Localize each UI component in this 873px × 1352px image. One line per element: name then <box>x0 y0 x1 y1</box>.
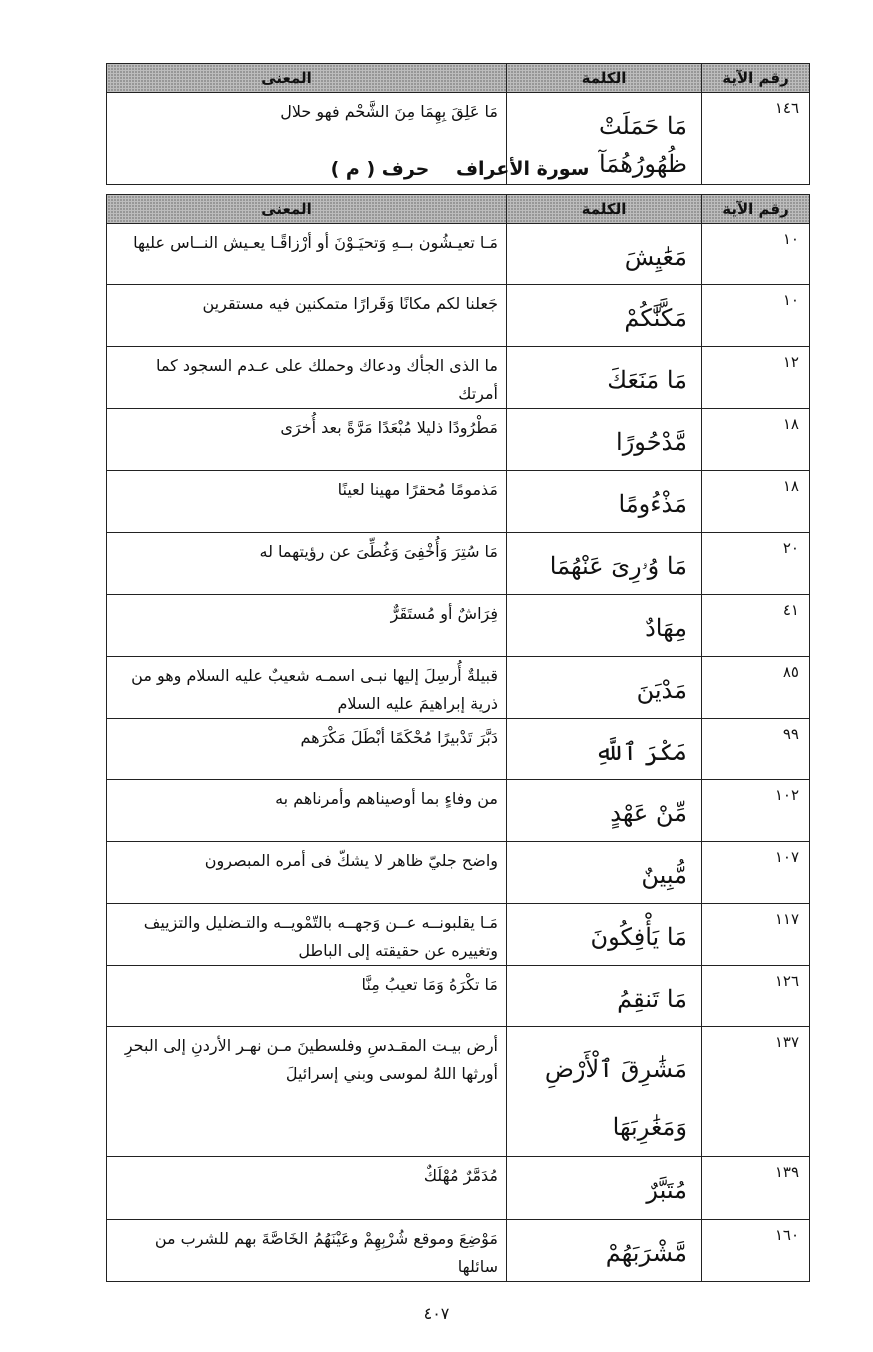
header-num: رقم الآية <box>702 195 810 224</box>
word: مَا يَأْفِكُونَ <box>590 923 687 951</box>
word: مُّبِينٌ <box>641 861 687 889</box>
meaning: مَطْرُودًا ذليلا مُبْعَدًا مَرَّةً بعد أُخرَى <box>280 418 498 437</box>
word: مَا تَنقِمُ <box>617 985 687 1013</box>
word: مَشَٰرِقَ ٱلْأَرْضِ وَمَغَٰرِبَهَا <box>544 1055 687 1141</box>
page-number: ٤٠٧ <box>423 1304 450 1323</box>
meaning: فِرَاشٌ أو مُستَقَرٌّ <box>390 604 498 623</box>
meaning: جَعلنا لكم مكانًا وَقَرارًا متمكنين فيه مستقرين <box>202 294 498 313</box>
meaning: مَذمومًا مُحقرًا مهينا لعينًا <box>337 480 498 499</box>
word: مَعَٰيِشَ <box>624 243 687 271</box>
table-row <box>107 657 810 719</box>
ayah-number: ١٦٠ <box>774 1226 799 1245</box>
table-row <box>107 409 810 471</box>
word: مَّدْحُورًا <box>616 428 687 456</box>
ayah-number: ١٢ <box>782 353 799 371</box>
table-row <box>107 904 810 966</box>
meaning: مَا تكْرَهُ وَمَا تعيبُ مِنَّا <box>361 975 498 994</box>
meaning: مَا سُتِرَ وَأُخْفِىَ وَغُطِّىَ عن رؤيتهما له <box>259 542 498 561</box>
table-row <box>107 533 810 595</box>
ayah-number: ٢٠ <box>782 539 799 557</box>
meaning: ما الذى الجأك ودعاك وحملك على عـدم السجود كما أمرتك <box>156 356 498 403</box>
table-row <box>107 285 810 347</box>
word: مَا وُۥرِىَ عَنْهُمَا <box>549 552 687 580</box>
ayah-number: ١٣٩ <box>774 1163 799 1182</box>
main-table <box>106 194 810 1282</box>
ayah-number: ١٣٧ <box>774 1033 799 1051</box>
table-row <box>107 1220 810 1282</box>
meaning: مَـا يقلبونــه عــن وَجهــه بالتّمْويــه والتـضليل والتزييف وتغييره عن حقيقته إلى الباطل <box>143 913 498 960</box>
ayah-number: ١٠ <box>782 230 799 248</box>
word: مَكْرَ ٱللَّهِ <box>594 738 687 766</box>
word: مَا مَنَعَكَ <box>607 366 687 394</box>
ayah-number: ١٠٧ <box>774 848 799 866</box>
ayah-number: ١٨ <box>782 415 799 433</box>
table-row <box>107 1157 810 1220</box>
meaning: من وفاءٍ بما أوصيناهم وأمرناهم به <box>275 789 498 808</box>
surah-heading <box>300 158 620 180</box>
ayah-number: ١٨ <box>782 477 799 495</box>
ayah-number: ١٠٢ <box>774 786 799 804</box>
meaning: أرض بيـت المقـدسِ وفلسطينَ مـن نهـر الأردنِ إلى البحرِ أورثها اللهُ لموسى وبني إسرائيلَ <box>124 1036 498 1083</box>
table-row <box>107 780 810 842</box>
word: مُتَبَّرٌ <box>646 1176 687 1205</box>
header-word: الكلمة <box>507 64 702 93</box>
header-word: الكلمة <box>507 195 702 224</box>
meaning: قبيلةٌ أُرسِلَ إليها نبـى اسمـه شعيبٌ عليه السلام وهو من ذرية إبراهيمَ عليه السلام <box>131 666 498 713</box>
word: مَا حَمَلَتْ ظُهُورُهُمَآ <box>598 112 687 179</box>
surah-name: سورة الأعراف <box>455 158 590 180</box>
ayah-number: ٤١ <box>782 601 799 619</box>
meaning: مَوْضِعَ وموقع شُرْبِهِمْ وعَيْنَهُمُ الخَاصَّةَ بهم للشرب من سائلها <box>154 1229 498 1277</box>
word: مَدْيَنَ <box>636 676 687 704</box>
meaning: واضح جليّ ظاهر لا يشكّ فى أمره المبصرون <box>204 851 498 870</box>
table-row <box>107 471 810 533</box>
table-row <box>107 224 810 285</box>
table-row <box>107 1027 810 1157</box>
header-row <box>107 195 810 224</box>
table-row <box>107 719 810 780</box>
ayah-number: ١١٧ <box>774 910 799 928</box>
header-row <box>107 64 810 93</box>
table-row <box>107 842 810 904</box>
header-num: رقم الآية <box>702 64 810 93</box>
ayah-number: ١٤٦ <box>774 99 799 117</box>
word: مَكَّنَّٰكُمْ <box>624 304 687 332</box>
table-row <box>107 966 810 1027</box>
ayah-number: ١٢٦ <box>774 972 799 990</box>
meaning: دَبَّرَ تَدْبيرًا مُحْكَمًا أبْطَلَ مَكْرَهم <box>300 728 498 747</box>
table-row <box>107 595 810 657</box>
meaning: مَـا تعيـشُون بــهِ وَتحيَـوْنَ أو أرْزاقًـا يعـيش النــاس عليها <box>133 233 498 252</box>
header-meaning: المعنى <box>107 195 507 224</box>
word: مِهَادٌ <box>645 614 687 642</box>
table-row <box>107 347 810 409</box>
ayah-number: ٩٩ <box>782 725 799 743</box>
meaning: مُدَمَّرٌ مُهْلَكٌ <box>423 1166 498 1186</box>
word: مِّنْ عَهْدٍ <box>610 799 687 827</box>
ayah-number: ٨٥ <box>782 663 799 681</box>
word: مَذْءُومًا <box>618 490 687 518</box>
header-meaning: المعنى <box>107 64 507 93</box>
ayah-number: ١٠ <box>782 291 799 309</box>
word: مَّشْرَبَهُمْ <box>605 1239 687 1268</box>
meaning: مَا عَلِقَ بِهِمَا مِنَ الشَّحْم فهو حلال <box>280 102 498 121</box>
surah-letter: حرف ( م ) <box>330 158 430 180</box>
